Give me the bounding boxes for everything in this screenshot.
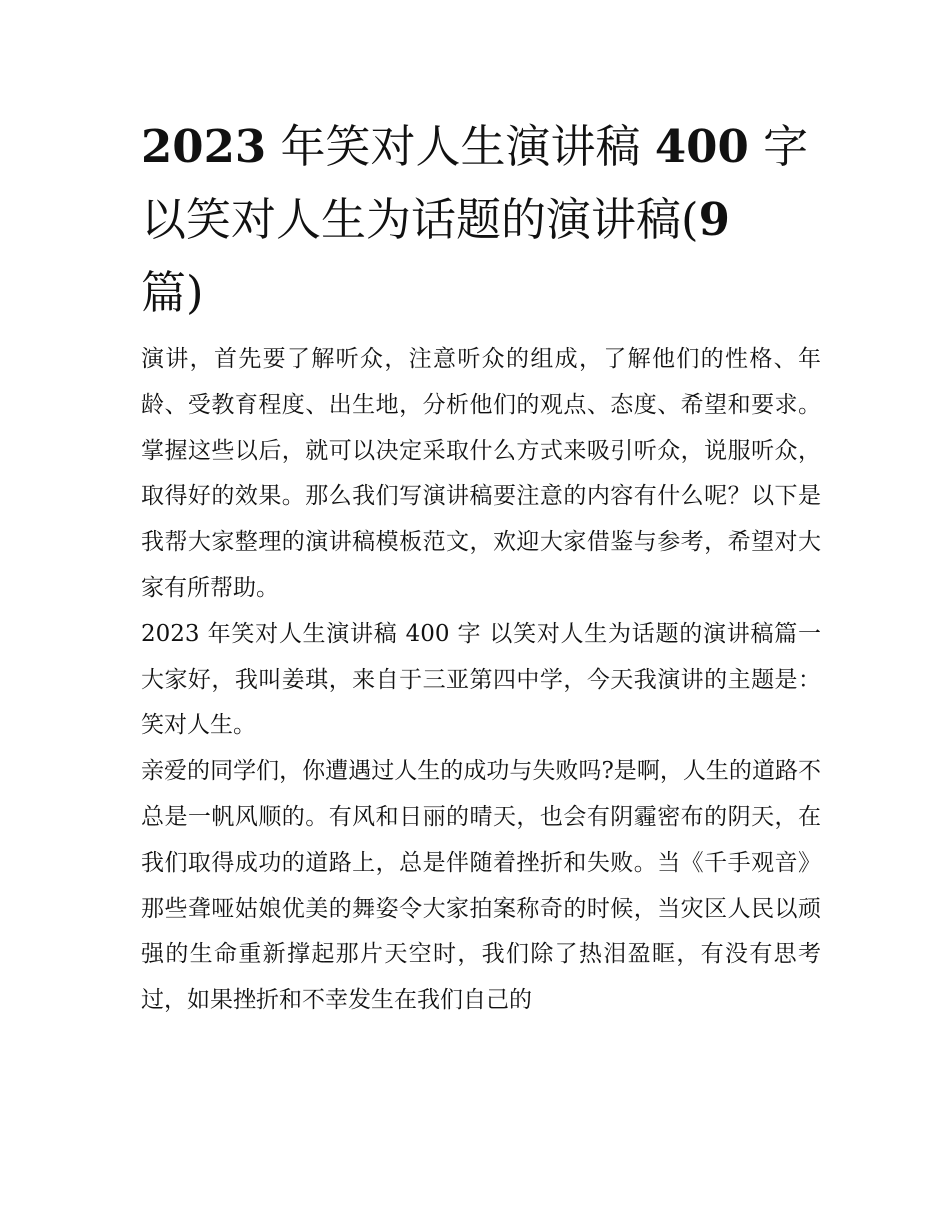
title-text-4: 篇)	[141, 266, 204, 319]
document-title	[141, 110, 821, 329]
title-line-3	[141, 256, 821, 329]
title-line-2	[141, 183, 821, 256]
title-word-count: 400	[654, 120, 749, 173]
body-paragraph: 亲爱的同学们，你遭遇过人生的成功与失败吗?是啊，人生的道路不总是一帆风顺的。有风和日丽的晴天，也会有阴霾密布的阴天，在我们取得成功的道路上，总是伴随着挫折和失败。当《千手观音》那些聋哑姑娘优美的舞姿令大家拍案称奇的时候，当灾区人民以顽强的生命重新撑起那片天空时，我们除了热泪盈眶，有没有思考过，如果挫折和不幸发生在我们自己的	[141, 758, 821, 1014]
document-body	[141, 337, 821, 1024]
document-page	[141, 110, 821, 1024]
title-text-2: 字	[748, 120, 809, 173]
intro-paragraph: 演讲，首先要了解听众，注意听众的组成，了解他们的性格、年龄、受教育程度、出生地，分析他们的观点、态度、希望和要求。掌握这些以后，就可以决定采取什么方式来吸引听众，说服听众，取得好的效果。那么我们写演讲稿要注意的内容有什么呢？以下是我帮大家整理的演讲稿模板范文，欢迎大家借鉴与参考，希望对大家有所帮助。	[141, 346, 821, 601]
title-year: 2023	[141, 120, 267, 173]
title-line-1	[141, 110, 821, 183]
section-heading-paragraph: 2023 年笑对人生演讲稿 400 字 以笑对人生为话题的演讲稿篇一 大家好，我叫姜琪，来自于三亚第四中学，今天我演讲的主题是：笑对人生。	[141, 620, 821, 739]
title-text-1: 年笑对人生演讲稿	[266, 120, 655, 173]
title-text-3: 以笑对人生为话题的演讲稿(	[141, 193, 699, 246]
title-count: 9	[698, 193, 730, 246]
